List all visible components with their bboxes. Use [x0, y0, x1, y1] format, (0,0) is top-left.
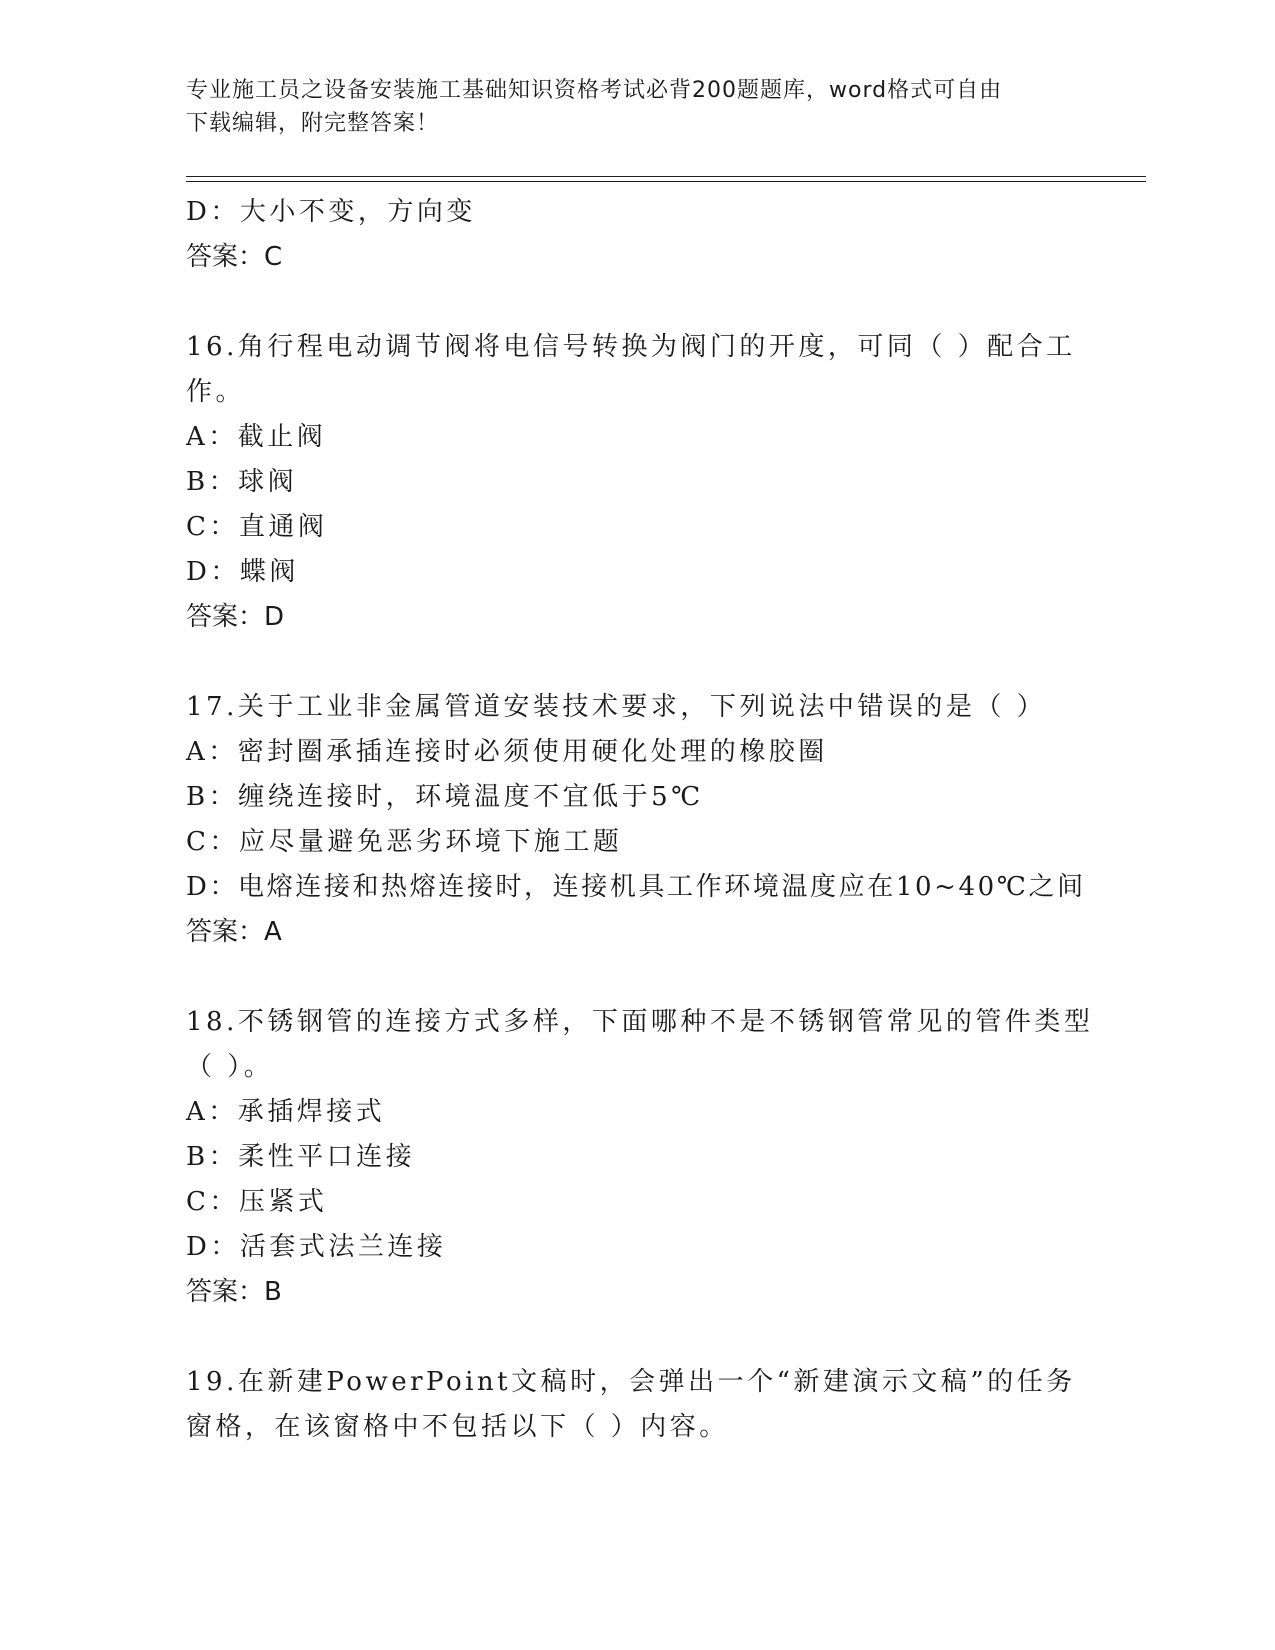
header-line-2: 下载编辑，附完整答案！ — [186, 111, 440, 136]
answer: 答案：D — [186, 602, 285, 632]
option-d: D：大小不变，方向变 — [186, 197, 476, 227]
option-a: A：截止阀 — [186, 422, 327, 452]
question-stem-cont: 窗格，在该窗格中不包括以下（ ）内容。 — [186, 1412, 729, 1442]
option-c: C：压紧式 — [186, 1187, 328, 1217]
option-a: A：密封圈承插连接时必须使用硬化处理的橡胶圈 — [186, 737, 828, 767]
option-b: B：缠绕连接时，环境温度不宜低于5℃ — [186, 782, 704, 812]
option-c: C：应尽量避免恶劣环境下施工题 — [186, 827, 623, 857]
header-divider-top — [186, 176, 1146, 177]
spacer — [186, 280, 1086, 325]
question-16 — [186, 325, 1086, 640]
option-d: D：电熔连接和热熔连接时，连接机具工作环境温度应在10~40℃之间 — [186, 872, 1086, 902]
answer: 答案：A — [186, 917, 282, 947]
option-c: C：直通阀 — [186, 512, 328, 542]
option-a: A：承插焊接式 — [186, 1097, 386, 1127]
question-stem: 17.关于工业非金属管道安装技术要求，下列说法中错误的是（ ） — [186, 692, 1047, 722]
answer: 答案：B — [186, 1277, 282, 1307]
question-17 — [186, 685, 1086, 955]
question-stem: 18.不锈钢管的连接方式多样，下面哪种不是不锈钢管常见的管件类型 — [186, 1007, 1094, 1037]
question-stem: 16.角行程电动调节阀将电信号转换为阀门的开度，可同（ ）配合工 — [186, 332, 1076, 362]
header-line-1: 专业施工员之设备安装施工基础知识资格考试必背200题题库，word格式可自由 — [186, 78, 1003, 103]
question-stem: 19.在新建PowerPoint文稿时，会弹出一个“新建演示文稿”的任务 — [186, 1367, 1076, 1397]
document-body — [186, 190, 1094, 1450]
spacer — [186, 955, 1086, 1000]
spacer — [186, 1315, 1086, 1360]
header-divider-bottom — [186, 181, 1146, 182]
question-18 — [186, 1000, 1094, 1315]
question-19 — [186, 1360, 1086, 1450]
option-b: B：球阀 — [186, 467, 298, 497]
spacer — [186, 640, 1086, 685]
answer: 答案：C — [186, 242, 283, 272]
question-stem-cont: （ ）。 — [186, 1052, 274, 1082]
option-b: B：柔性平口连接 — [186, 1142, 416, 1172]
option-d: D：活套式法兰连接 — [186, 1232, 447, 1262]
page-header — [186, 74, 1066, 140]
question-15-tail — [186, 190, 1086, 280]
option-d: D：蝶阀 — [186, 557, 299, 587]
question-stem-cont: 作。 — [186, 377, 246, 407]
